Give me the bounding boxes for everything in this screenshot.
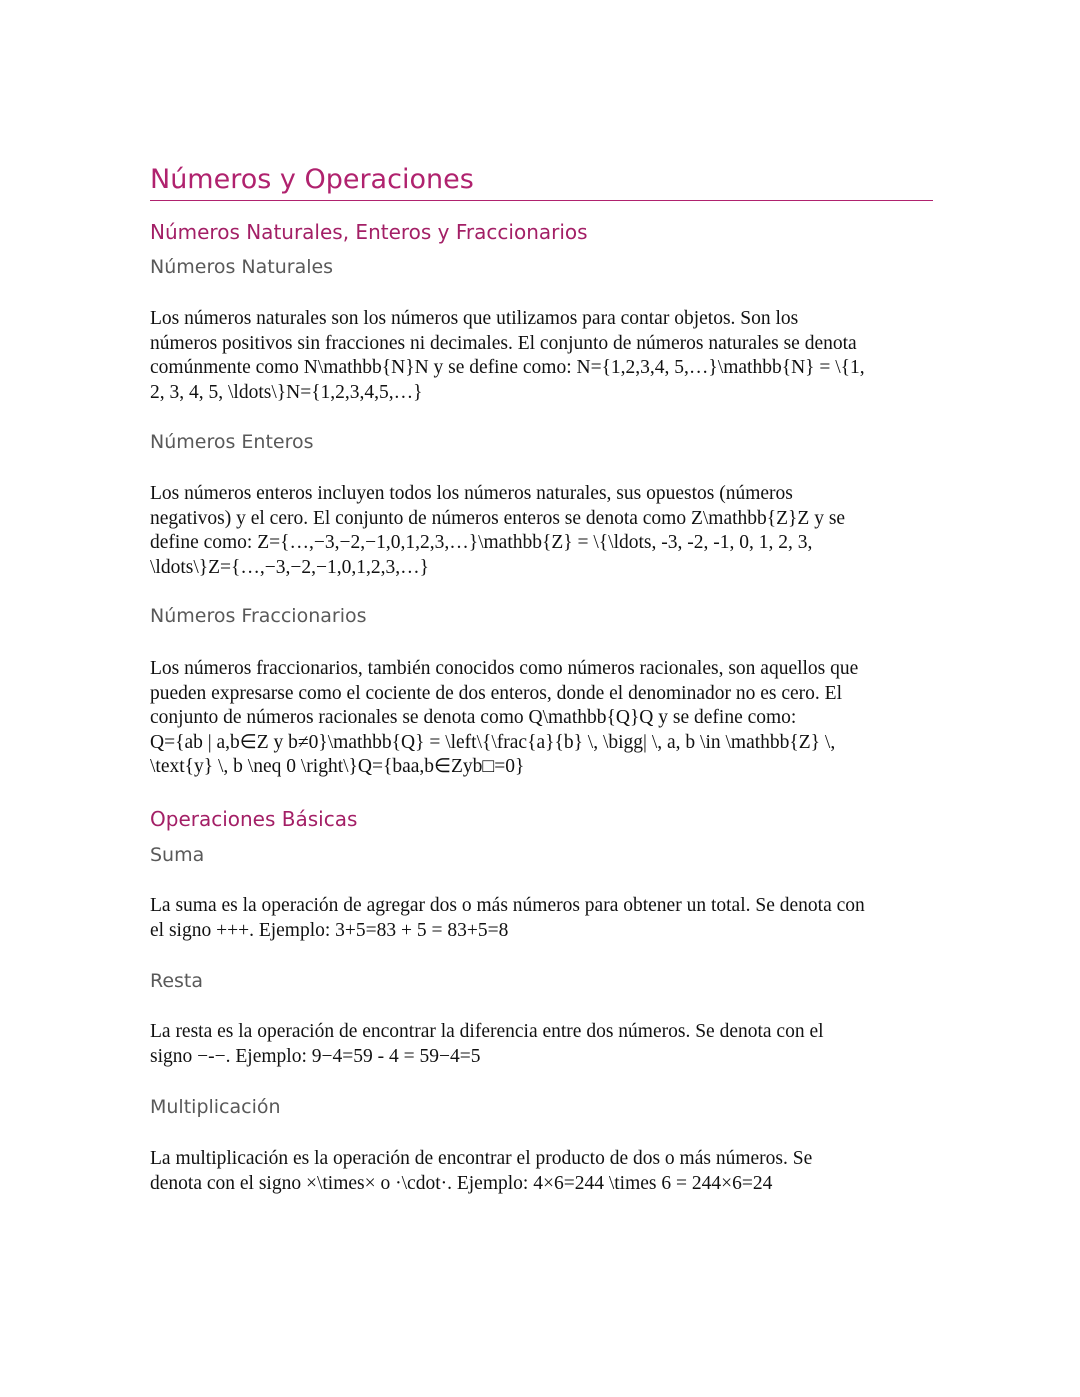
text-line: define como: Z={…,−3,−2,−1,0,1,2,3,…}\mathbb{Z} = \{\ldots, -3, -2, -1, 0, 1, 2, 3, [150,532,813,553]
paragraph-naturales [150,307,940,405]
text-line: números positivos sin fracciones ni decimales. El conjunto de números naturales se denota [150,332,857,354]
paragraph-suma [150,894,940,943]
text-line: La resta es la operación de encontrar la diferencia entre dos números. Se denota con el [150,1021,824,1042]
paragraph-multiplicacion [150,1147,940,1196]
text-line: el signo +++. Ejemplo: 3+5=83 + 5 = 83+5=8 [150,919,509,941]
text-line: Los números naturales son los números que utilizamos para contar objetos. Son los [150,308,799,329]
text-line: 2, 3, 4, 5, \ldots\}N={1,2,3,4,5,…} [150,381,423,403]
text-line: \text{y} \, b \neq 0 \right\}Q={baa,b∈Zyb□=0} [150,756,525,777]
text-line: pueden expresarse como el cociente de dos enteros, donde el denominador no es cero. El [150,682,842,704]
text-line: denota con el signo ×\times× o ·\cdot·. Ejemplo: 4×6=244 \times 6 = 244×6=24 [150,1172,773,1194]
subsection-heading-enteros: Números Enteros [150,431,314,453]
text-line: Q={ab | a,b∈Z y b≠0}\mathbb{Q} = \left\{\frac{a}{b} \, \bigg| \, a, b \in \mathbb{Z} \, [150,731,836,753]
title-underline [150,200,933,201]
text-line: conjunto de números racionales se denota como Q\mathbb{Q}Q y se define como: [150,707,797,728]
text-line: negativos) y el cero. El conjunto de números enteros se denota como Z\mathbb{Z}Z y se [150,507,846,529]
subsection-heading-resta: Resta [150,970,204,992]
subsection-heading-suma: Suma [150,844,205,866]
text-line: La multiplicación es la operación de encontrar el producto de dos o más números. Se [150,1148,813,1169]
section-heading-operaciones: Operaciones Básicas [150,807,358,831]
subsection-heading-fraccionarios: Números Fraccionarios [150,605,367,627]
text-line: \ldots\}Z={…,−3,−2,−1,0,1,2,3,…} [150,556,429,578]
text-line: comúnmente como N\mathbb{N}N y se define como: N={1,2,3,4, 5,…}\mathbb{N} = \{1, [150,357,865,378]
section-heading-numeros: Números Naturales, Enteros y Fraccionarios [150,220,588,244]
text-line: Los números enteros incluyen todos los números naturales, sus opuestos (números [150,483,793,504]
paragraph-fraccionarios [150,657,940,780]
paragraph-resta [150,1020,940,1069]
subsection-heading-naturales: Números Naturales [150,256,334,278]
text-line: Los números fraccionarios, también conocidos como números racionales, son aquellos que [150,658,859,679]
text-line: signo −-−. Ejemplo: 9−4=59 - 4 = 59−4=5 [150,1045,481,1067]
document-title: Números y Operaciones [150,164,474,195]
text-line: La suma es la operación de agregar dos o más números para obtener un total. Se denota con [150,895,865,916]
paragraph-enteros [150,482,940,580]
subsection-heading-multiplicacion: Multiplicación [150,1096,281,1118]
